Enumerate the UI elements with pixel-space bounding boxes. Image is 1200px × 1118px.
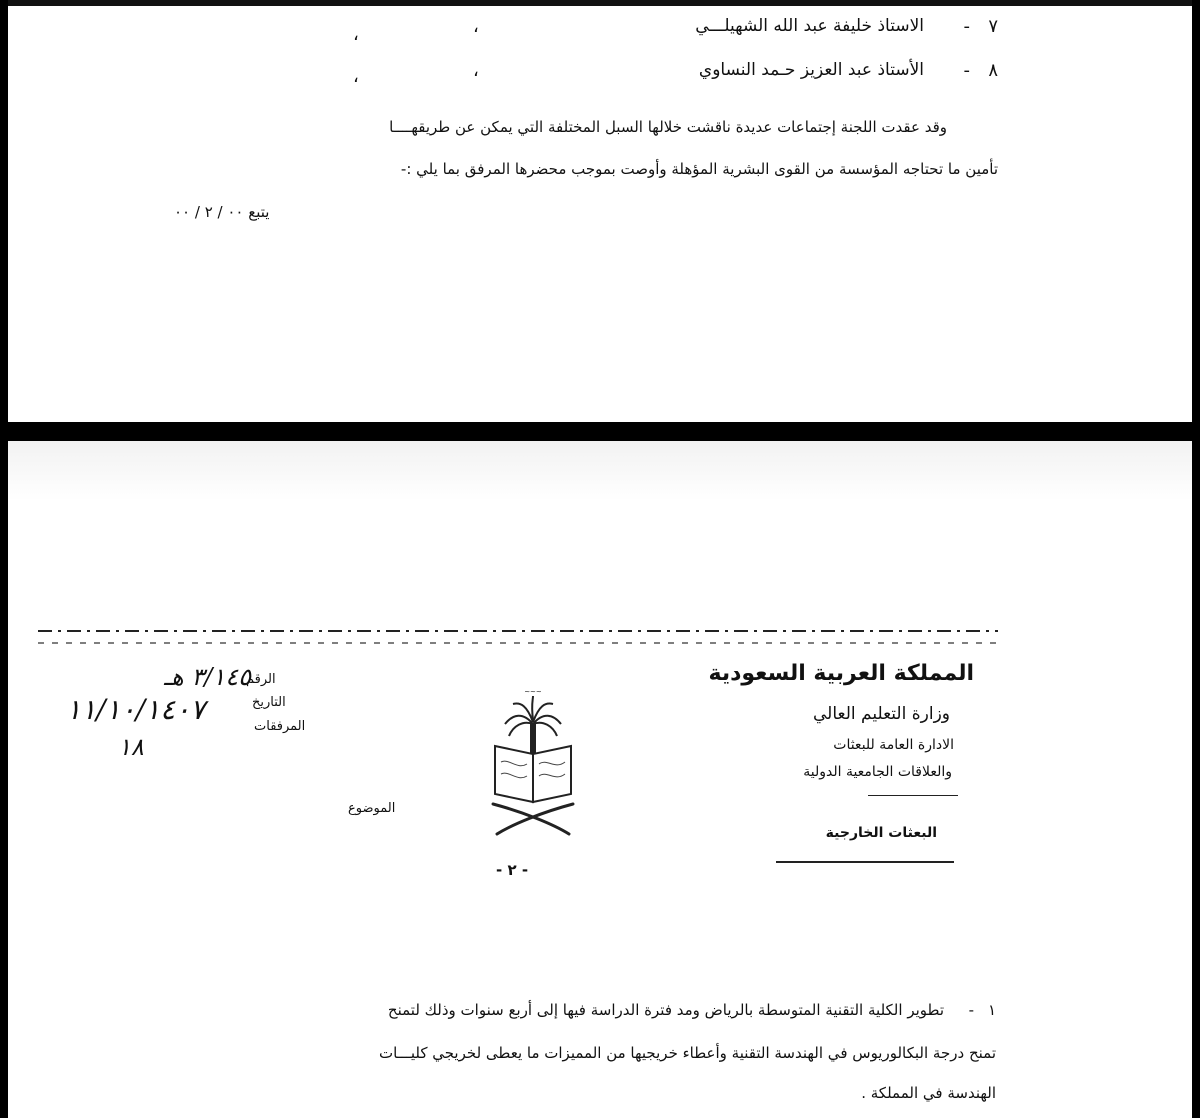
continues-note: يتبع ٠٠ / ٢ / ٠٠ bbox=[174, 203, 270, 221]
document-page-2 bbox=[8, 441, 1192, 1118]
ministry-name: وزارة التعليم العالي bbox=[812, 704, 950, 724]
list-item-ditto-mark: ، bbox=[353, 66, 359, 87]
directorate-name-cont: والعلاقات الجامعية الدولية bbox=[803, 764, 952, 780]
list-item-ditto-mark: ، bbox=[473, 16, 479, 37]
header-underline bbox=[868, 795, 958, 796]
list-item-dash: - bbox=[963, 16, 970, 37]
list-item-number: ٧ bbox=[988, 16, 998, 37]
list-item-number: ٨ bbox=[988, 60, 998, 81]
list-item-name: الأستاذ عبد العزيز حـمد النساوي bbox=[698, 60, 924, 80]
saudi-emblem-icon bbox=[483, 684, 583, 844]
attachments-label: المرفقات bbox=[254, 719, 306, 734]
date-value-handwritten: ١١/١٠/١٤٠٧ bbox=[66, 693, 206, 726]
paragraph-line-2: تأمين ما تحتاجه المؤسسة من القوى البشرية المؤهلة وأوصت بموجب محضرها المرفق بما يلي :- bbox=[400, 160, 998, 178]
body-line-3: الهندسة في المملكة . bbox=[861, 1084, 996, 1102]
body-line-1: تطوير الكلية التقنية المتوسطة بالرياض ومد فترة الدراسة فيها إلى أربع سنوات وذلك لتمنح bbox=[387, 1001, 944, 1019]
paragraph-line-1: وقد عقدت اللجنة إجتماعات عديدة ناقشت خلالها السبل المختلفة التي يمكن عن طريقهــــا bbox=[389, 118, 947, 136]
kingdom-title: المملكة العربية السعودية bbox=[708, 661, 974, 686]
reference-number-handwritten: ٣/١٤٥ هـ bbox=[164, 663, 251, 691]
list-item-name: الاستاذ خليفة عبد الله الشهيلـــي bbox=[695, 16, 924, 36]
page-number: - ٢ - bbox=[496, 861, 529, 879]
directorate-name: الادارة العامة للبعثات bbox=[833, 737, 954, 753]
number-label: الرقم bbox=[246, 672, 276, 687]
department-underline bbox=[776, 861, 954, 863]
svg-text:~~~: ~~~ bbox=[524, 688, 542, 696]
list-item-ditto-mark: ، bbox=[473, 60, 479, 81]
date-label: التاريخ bbox=[252, 695, 286, 710]
subject-label: الموضوع bbox=[348, 801, 396, 816]
page-top-edge bbox=[8, 0, 1192, 6]
department-name: البعثات الخارجية bbox=[825, 825, 937, 841]
item-dash: - bbox=[968, 1001, 974, 1019]
list-item-dash: - bbox=[963, 60, 970, 81]
body-line-2: تمنح درجة البكالوريوس في الهندسة التقنية وأعطاء خريجيها من المميزات ما يعطى لخريجي كليـــات bbox=[378, 1044, 996, 1062]
item-number: ١ bbox=[987, 1001, 996, 1019]
document-page-1 bbox=[8, 0, 1192, 422]
attachments-value-handwritten: ١٨ bbox=[118, 733, 144, 761]
list-item-ditto-mark: ، bbox=[353, 24, 359, 45]
letterhead-dashed-rule bbox=[38, 621, 998, 651]
